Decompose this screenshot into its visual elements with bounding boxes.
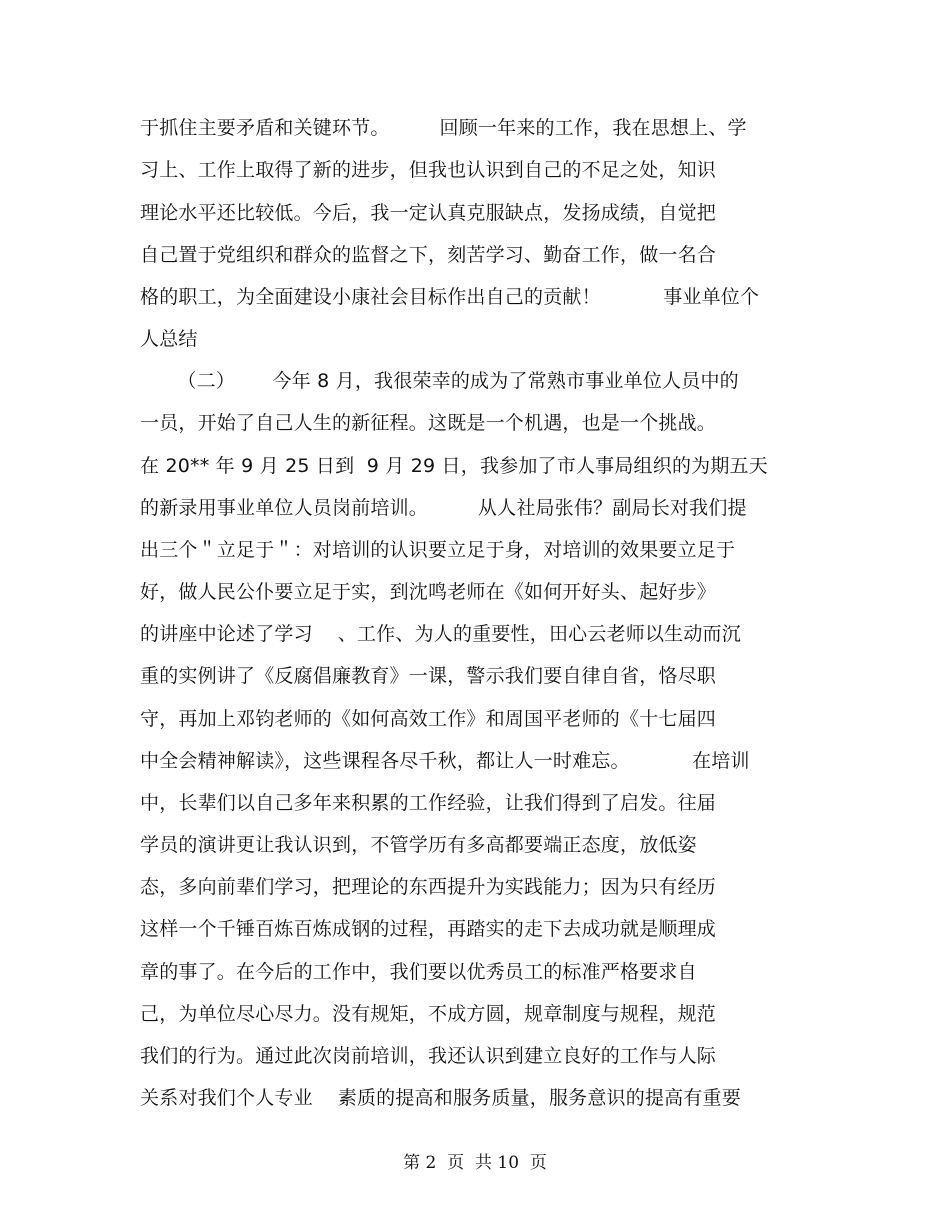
body-text-line: 我们的行为。通过此次岗前培训，我还认识到建立良好的工作与人际 xyxy=(140,1045,717,1067)
body-text-line: 关系对我们个人专业 素质的提高和服务质量，服务意识的提高有重要 xyxy=(140,1087,741,1109)
body-text-line: 一员，开始了自己人生的新征程。这既是一个机遇，也是一个挑战。 xyxy=(140,412,717,434)
body-text-line: 守，再加上邓钧老师的《如何高效工作》和周国平老师的《十七届四 xyxy=(140,708,717,730)
body-text-line: 于抓住主要矛盾和关键环节。 回顾一年来的工作，我在思想上、学 xyxy=(140,117,747,139)
page-number-footer: 第 2 页 共 10 页 xyxy=(403,1153,547,1173)
body-text-line: （二） 今年 8 月，我很荣幸的成为了常熟市事业单位人员中的 xyxy=(140,370,739,392)
body-text-line: 好，做人民公仆要立足于实，到沈鸣老师在《如何开好头、起好步》 xyxy=(140,581,717,603)
body-text-line: 的讲座中论述了学习 、工作、为人的重要性，田心云老师以生动而沉 xyxy=(140,623,741,645)
body-text-line: 出三个＂立足于＂：对培训的认识要立足于身，对培训的效果要立足于 xyxy=(140,539,736,561)
body-text-line: 理论水平还比较低。今后，我一定认真克服缺点，发扬成绩，自觉把 xyxy=(140,202,717,224)
body-text-line: 己，为单位尽心尽力。没有规矩，不成方圆，规章制度与规程，规范 xyxy=(140,1003,717,1025)
body-text-line: 习上、工作上取得了新的进步，但我也认识到自己的不足之处，知识 xyxy=(140,159,717,181)
body-text-line: 态，多向前辈们学习，把理论的东西提升为实践能力；因为只有经历 xyxy=(140,876,717,898)
body-text-line: 学员的演讲更让我认识到，不管学历有多高都要端正态度，放低姿 xyxy=(140,834,697,856)
body-text-line: 这样一个千锤百炼百炼成钢的过程，再踏实的走下去成功就是顺理成 xyxy=(140,918,717,940)
body-text-line: 在 20** 年 9 月 25 日到 9 月 29 日，我参加了市人事局组织的为期五天 xyxy=(140,455,768,477)
body-text-line: 章的事了。在今后的工作中，我们要以优秀员工的标准严格要求自 xyxy=(140,961,697,983)
body-text-line: 中全会精神解读》，这些课程各尽千秋，都让人一时难忘。 在培训 xyxy=(140,750,750,772)
body-text-line: 中，长辈们以自己多年来积累的工作经验，让我们得到了启发。往届 xyxy=(140,792,717,814)
body-text-line: 人总结 xyxy=(140,328,198,350)
body-text-line: 自己置于党组织和群众的监督之下，刻苦学习、勤奋工作，做一名合 xyxy=(140,244,717,266)
body-text-line: 的新录用事业单位人员岗前培训。 从人社局张伟？副局长对我们提 xyxy=(140,497,747,519)
body-text-line: 重的实例讲了《反腐倡廉教育》一课，警示我们要自律自省，恪尽职 xyxy=(140,665,717,687)
body-text-line: 格的职工，为全面建设小康社会目标作出自己的贡献！ 事业单位个 xyxy=(140,286,760,308)
